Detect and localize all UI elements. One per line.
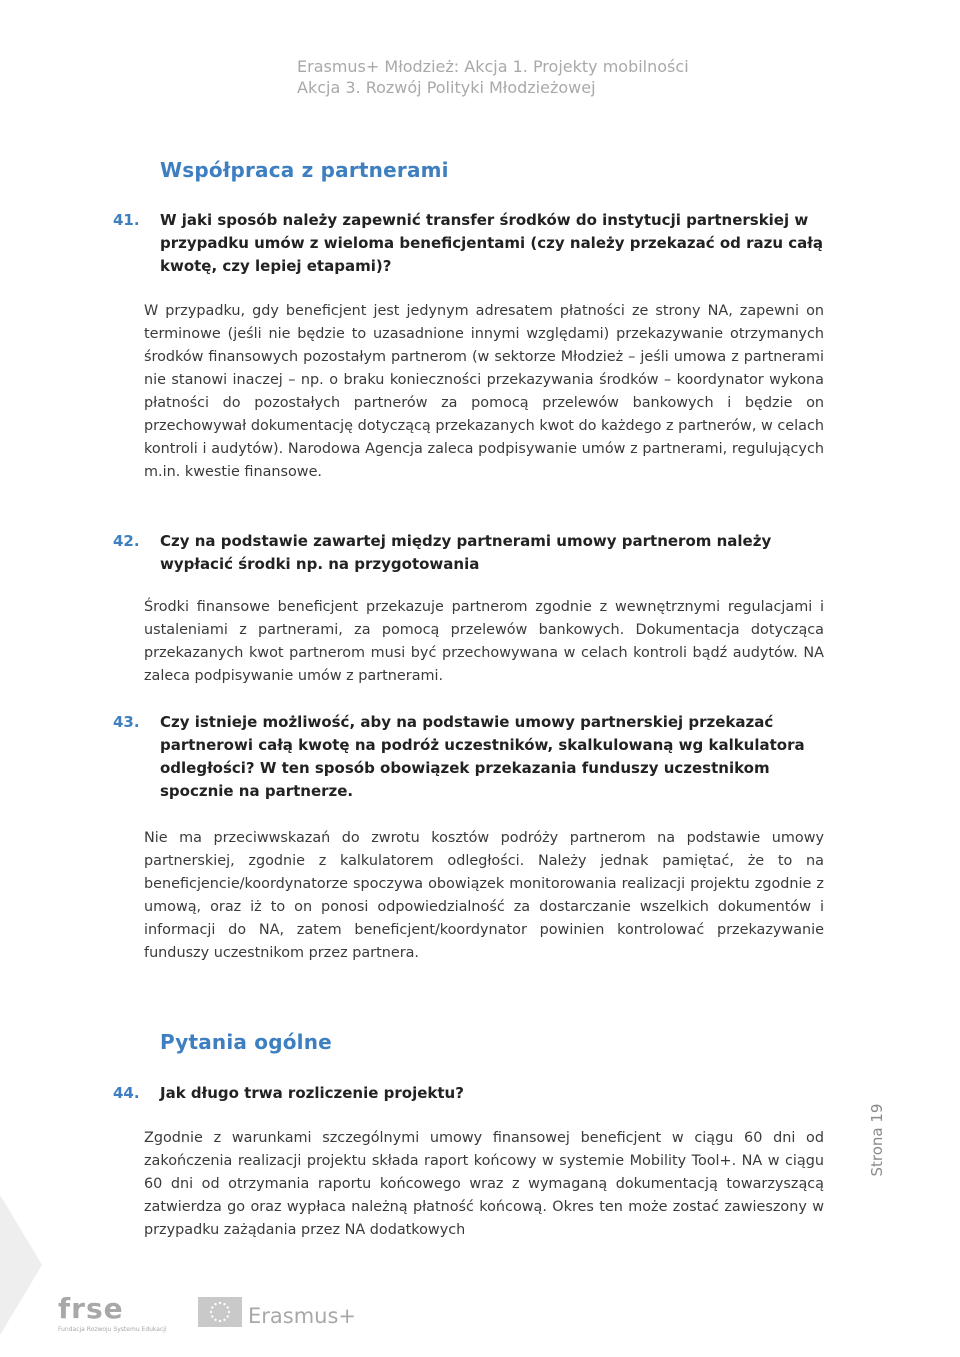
page-number: Strona 19	[868, 1103, 886, 1177]
question-number: 42.	[113, 532, 140, 550]
running-header	[297, 56, 689, 98]
eu-flag-icon	[198, 1297, 242, 1327]
question-41	[113, 209, 825, 278]
question-text: Czy na podstawie zawartej między partnerami umowy partnerom należy wypłacić środki np. na przygotowania	[160, 532, 772, 573]
question-43	[113, 711, 825, 803]
header-line-2: Akcja 3. Rozwój Polityki Młodzieżowej	[297, 78, 596, 97]
footer-logos	[58, 1294, 358, 1338]
question-number: 44.	[113, 1084, 140, 1102]
question-number: 43.	[113, 713, 140, 731]
question-text: W jaki sposób należy zapewnić transfer środków do instytucji partnerskiej w przypadku umów z wieloma beneficjentami (czy należy przekazać od razu całą kwotę, czy lepiej etapami)?	[160, 211, 823, 275]
answer-43: Nie ma przeciwwskazań do zwrotu kosztów podróży partnerom na podstawie umowy partnerskiej, zgodnie z kalkulatorem odległości. Należy jednak pamiętać, że to na beneficjencie/koordynatorze spoczywa obowiązek monitorowania realizacji projektu zgodnie z umową, oraz iż to on ponosi odpowiedzialność za dostarczanie wszelkich dokumentów i informacji do NA, zatem beneficjent/koordynator powinien kontrolować przekazywanie funduszy uczestnikom przez partnera.	[144, 830, 824, 961]
answer-44: Zgodnie z warunkami szczególnymi umowy finansowej beneficjent w ciągu 60 dni od zakończenia realizacji projektu składa raport końcowy w systemie Mobility Tool+. NA w ciągu 60 dni od otrzymania raportu końcowego wraz z wymaganą dokumentacją towarzyszącą zatwierdza go oraz wypłaca należną płatność końcową. Okres ten może zostać zawieszony w przypadku zażądania przez NA dodatkowych	[144, 1130, 824, 1238]
header-line-1: Erasmus+ Młodzież: Akcja 1. Projekty mobilności	[297, 57, 689, 76]
question-42	[113, 530, 825, 576]
answer-41: W przypadku, gdy beneficjent jest jedynym adresatem płatności ze strony NA, zapewni on terminowe (jeśli nie będzie to uzasadnione innymi względami) przekazywanie otrzymanych środków finansowych pozostałym partnerom (w sektorze Młodzież – jeśli umowa z partnerami nie stanowi inaczej – np. o braku konieczności przekazywania środków – koordynator wykona płatności do pozostałych partnerów za pomocą przelewów bankowych i będzie on przechowywał dokumentację dotyczącą przekazanych kwot do każdego z partnerów, w celach kontroli i audytów). Narodowa Agencja zaleca podpisywanie umów z partnerami, regulujących m.in. kwestie finansowe.	[144, 303, 824, 480]
frse-logo-subtitle: Fundacja Rozwoju Systemu Edukacji	[58, 1326, 167, 1333]
page-fold-decoration	[0, 1195, 42, 1335]
question-text: Czy istnieje możliwość, aby na podstawie umowy partnerskiej przekazać partnerowi całą kwotę na podróż uczestników, skalkulowaną wg kalkulatora odległości? W ten sposób obowiązek przekazania funduszy uczestnikom spocznie na partnerze.	[160, 713, 805, 800]
question-number: 41.	[113, 211, 140, 229]
erasmus-logo-text: Erasmus+	[248, 1304, 357, 1328]
frse-logo	[58, 1292, 167, 1338]
answer-42: Środki finansowe beneficjent przekazuje partnerom zgodnie z wewnętrznymi regulacjami i ustaleniami z partnerami, za pomocą przelewów bankowych. Dokumentacja dotycząca przekazanych kwot partnerom musi być przechowywana w celach kontroli bądź audytów. NA zaleca podpisywanie umów z partnerami.	[144, 599, 824, 684]
section-heading-wspolpraca: Współpraca z partnerami	[160, 158, 449, 182]
question-44	[113, 1082, 825, 1105]
frse-logo-text: frse	[58, 1292, 124, 1325]
question-text: Jak długo trwa rozliczenie projektu?	[160, 1084, 464, 1102]
section-heading-ogolne: Pytania ogólne	[160, 1030, 332, 1054]
eu-stars-icon	[198, 1297, 242, 1327]
